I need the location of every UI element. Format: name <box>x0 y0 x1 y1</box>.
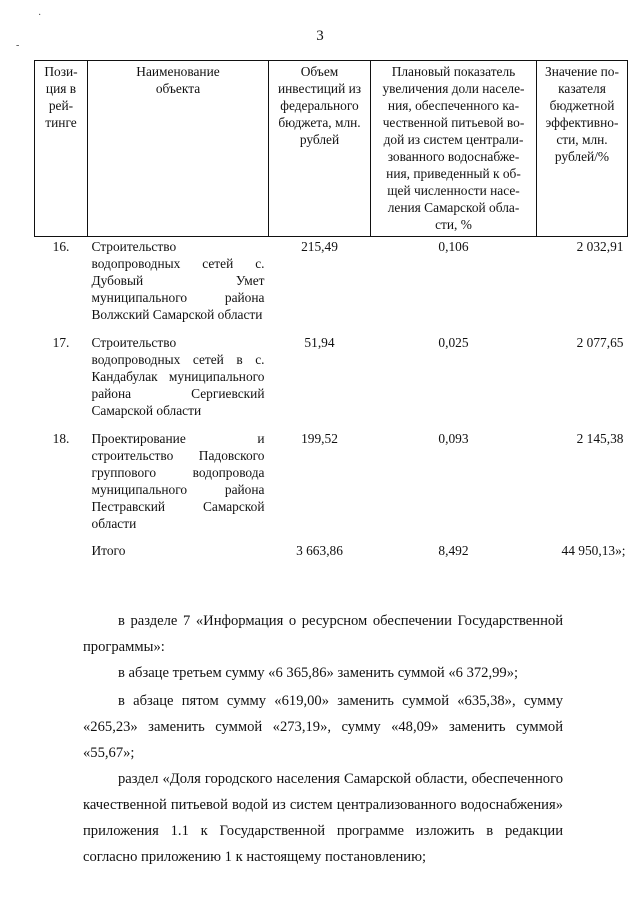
header-efficiency: Значение по- казателя бюджетной эффективно- сти, млн. рублей/% <box>537 61 628 237</box>
paragraph-text: в абзаце третьем сумму «6 365,86» заменить суммой «6 372,99»; <box>118 665 519 681</box>
total-label: Итого <box>91 543 126 558</box>
page-number: 3 <box>316 28 324 44</box>
row-position: 17. <box>52 335 70 350</box>
table-header-row <box>35 61 628 237</box>
total-position-empty <box>35 542 88 559</box>
row-object-name: Проектирование и строительство Падовского группового водопровода муниципального района Пестравский Самарской области <box>91 431 265 531</box>
total-investment: 3 663,86 <box>296 543 343 558</box>
table-total-row <box>35 542 628 559</box>
row-investment: 51,94 <box>304 335 335 350</box>
total-plan: 8,492 <box>438 543 469 558</box>
row-efficiency: 2 077,65 <box>576 335 624 350</box>
row-plan: 0,106 <box>438 239 469 254</box>
paragraph-text: в абзаце пятом сумму «619,00» заменить суммой «635,38», сумму «265,23» заменить суммой «273,19», сумму «48,09» заменить суммой «55,67»; <box>83 693 563 761</box>
paragraph-text: в разделе 7 «Информация о ресурсном обеспечении Государственной программы»: <box>83 613 563 655</box>
row-object-name: Строительство водопроводных сетей с. Дубовый Умет муниципального района Волжский Самарской области <box>91 239 265 322</box>
row-plan: 0,093 <box>438 431 469 446</box>
paragraph-fifth-indent <box>83 688 563 766</box>
scan-mark-dash: - <box>16 40 20 51</box>
row-plan: 0,025 <box>438 335 469 350</box>
row-investment: 215,49 <box>301 239 338 254</box>
row-position: 18. <box>52 431 70 446</box>
table-row <box>35 237 628 334</box>
paragraph-section-share <box>83 766 563 870</box>
scan-mark-dot: · <box>38 10 42 21</box>
row-efficiency: 2 032,91 <box>576 239 624 254</box>
header-object-name: Наименование объекта <box>88 61 269 237</box>
header-position: Пози- ция в рей- тинге <box>35 61 88 237</box>
paragraph-third-indent <box>83 660 563 686</box>
table-row <box>35 429 628 542</box>
row-position: 16. <box>52 239 70 254</box>
table-row <box>35 333 628 429</box>
paragraph-text: раздел «Доля городского населения Самарской области, обеспеченного качественной питьевой водой из систем централизованного водоснабжения» приложения 1.1 к Государственной программе изложить в редакции согласно приложению 1 к настоящему постановлению; <box>83 771 563 865</box>
row-investment: 199,52 <box>301 431 338 446</box>
header-investment: Объем инвестиций из федерального бюджета, млн. рублей <box>269 61 371 237</box>
row-efficiency: 2 145,38 <box>576 431 624 446</box>
paragraph-section-7 <box>83 608 563 660</box>
investment-table <box>34 60 628 559</box>
header-planned-indicator: Плановый показатель увеличения доли населе- ния, обеспеченного ка- чественной питьевой во- дой из систем централи- зованного водоснабже- ния, приведенный к об- щей численности насе- ления Самарской обла- сти, % <box>371 61 537 237</box>
total-efficiency: 44 950,13»; <box>561 543 626 558</box>
row-object-name: Строительство водопроводных сетей в с. Кандабулак муниципального района Сергиевский Самарской области <box>91 335 265 418</box>
